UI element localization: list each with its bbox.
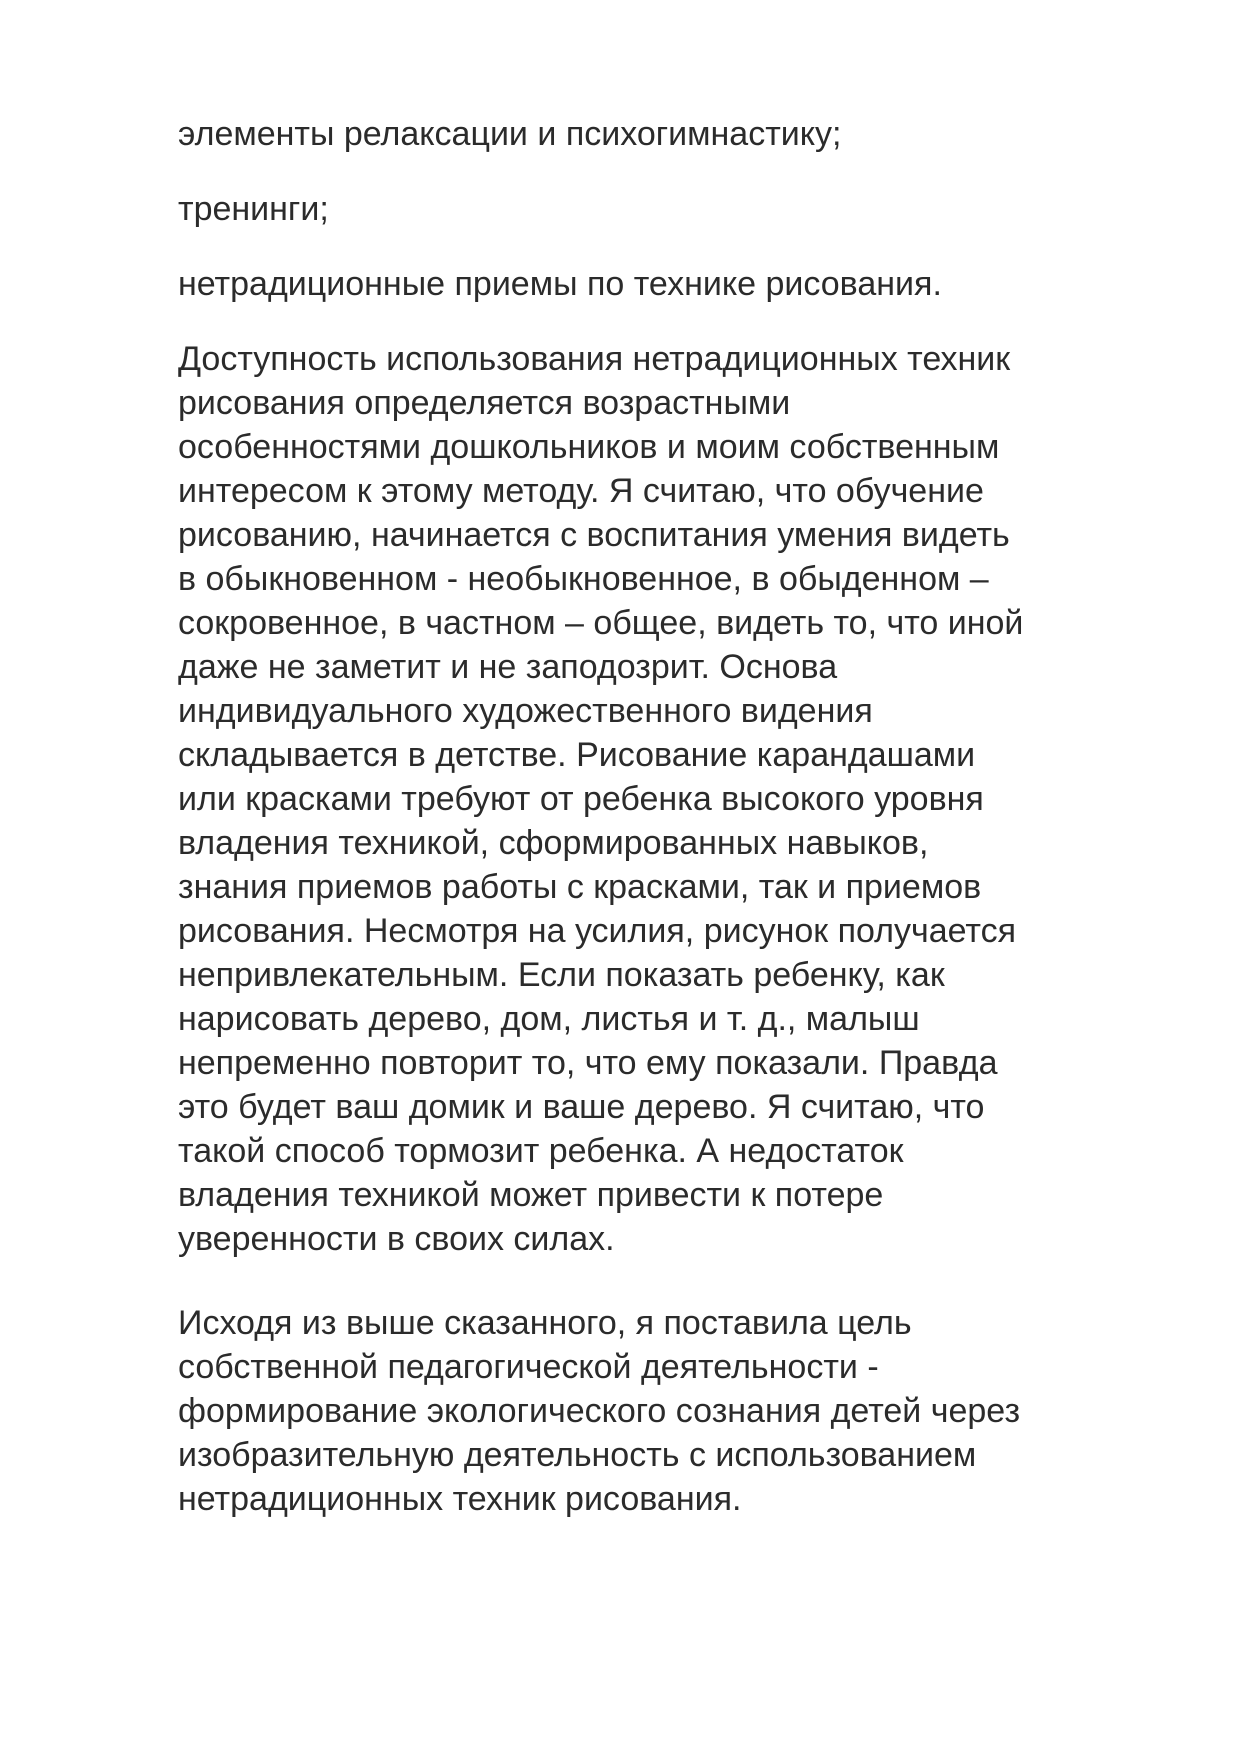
text-line: рисованию, начинается с воспитания умения видеть: [178, 516, 1010, 554]
text-line: нетрадиционных техник рисования.: [178, 1480, 742, 1518]
text-line: нарисовать дерево, дом, листья и т. д., малыш: [178, 1000, 920, 1038]
list-item: тренинги;: [178, 190, 329, 228]
text-line: Доступность использования нетрадиционных техник: [178, 340, 1011, 378]
document-body: [178, 112, 1158, 1561]
text-line: формирование экологического сознания детей через: [178, 1392, 1021, 1430]
paragraph-goal: [178, 1301, 1158, 1521]
text-line: даже не заметит и не заподозрит. Основа: [178, 648, 838, 686]
text-line: уверенности в своих силах.: [178, 1220, 615, 1258]
text-line: непременно повторит то, что ему показали. Правда: [178, 1044, 998, 1082]
text-line: рисования. Несмотря на усилия, рисунок получается: [178, 912, 1017, 950]
paragraph-availability: [178, 337, 1158, 1261]
text-line: это будет ваш домик и ваше дерево. Я считаю, что: [178, 1088, 985, 1126]
text-line: такой способ тормозит ребенка. А недостаток: [178, 1132, 904, 1170]
text-line: интересом к этому методу. Я считаю, что обучение: [178, 472, 984, 510]
text-line: или красками требуют от ребенка высокого уровня: [178, 780, 984, 818]
text-line: в обыкновенном - необыкновенное, в обыденном –: [178, 560, 989, 598]
text-line: владения техникой, сформированных навыков,: [178, 824, 929, 862]
text-line: индивидуального художественного видения: [178, 692, 873, 730]
text-line: Исходя из выше сказанного, я поставила цель: [178, 1304, 912, 1342]
list-item: нетрадиционные приемы по технике рисования.: [178, 265, 942, 303]
list-item: элементы релаксации и психогимнастику;: [178, 115, 842, 153]
text-line: собственной педагогической деятельности -: [178, 1348, 879, 1386]
text-line: владения техникой может привести к потере: [178, 1176, 884, 1214]
text-line: сокровенное, в частном – общее, видеть то, что иной: [178, 604, 1024, 642]
text-line: складывается в детстве. Рисование карандашами: [178, 736, 976, 774]
text-line: особенностями дошкольников и моим собственным: [178, 428, 1000, 466]
text-line: знания приемов работы с красками, так и приемов: [178, 868, 982, 906]
text-line: рисования определяется возрастными: [178, 384, 791, 422]
text-line: изобразительную деятельность с использованием: [178, 1436, 977, 1474]
text-line: непривлекательным. Если показать ребенку, как: [178, 956, 945, 994]
